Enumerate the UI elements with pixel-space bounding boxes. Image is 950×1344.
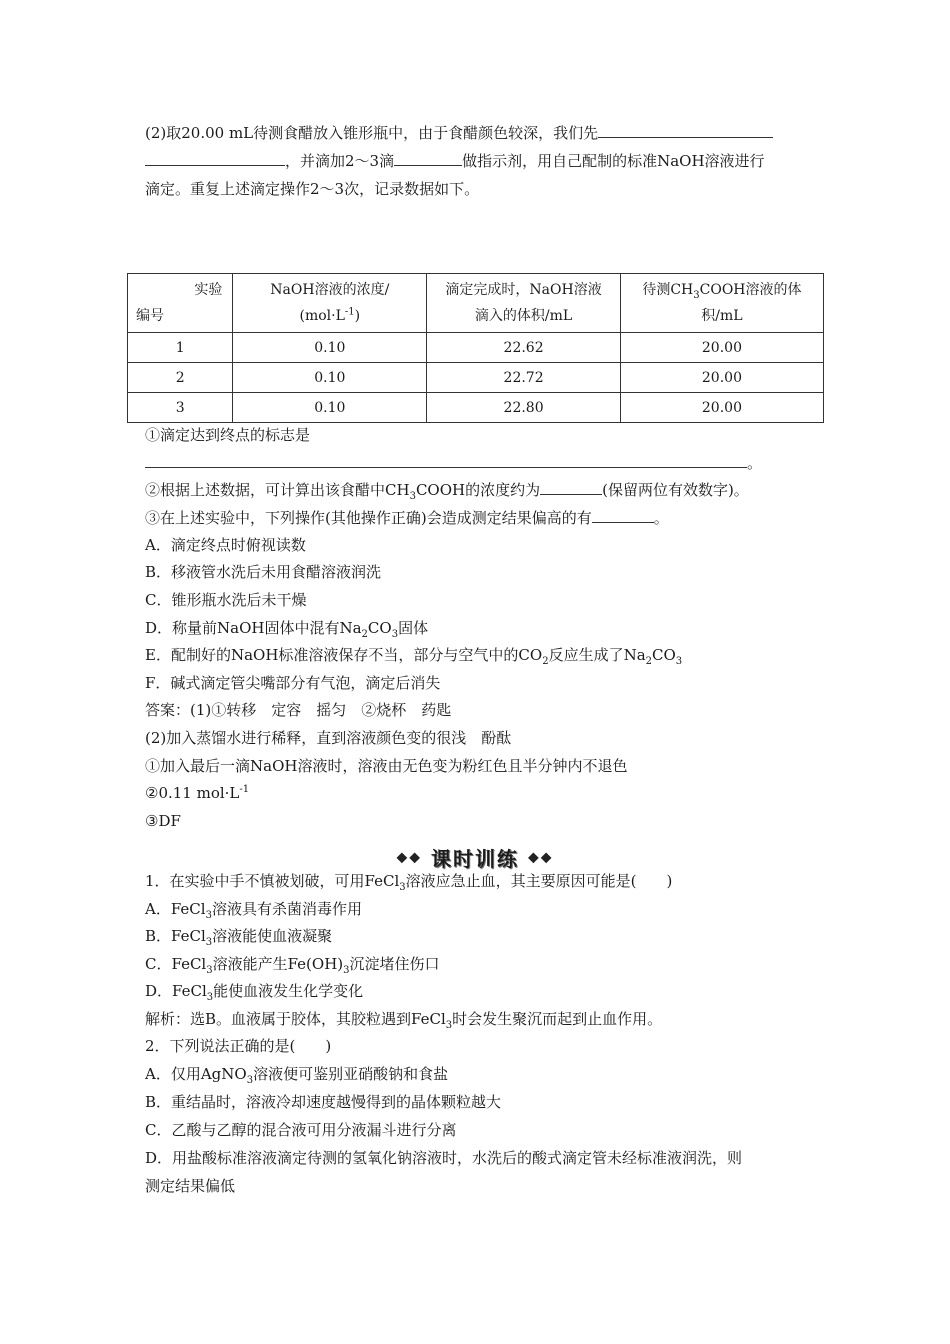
- cell-number: 2: [128, 363, 233, 393]
- cell-number: 3: [128, 393, 233, 423]
- table-header-row: [128, 274, 824, 333]
- header-naoh-volume: 滴定完成时，NaOH溶液 滴入的体积/mL: [427, 274, 621, 333]
- subquestion-2: ②根据上述数据，可计算出该食醋中$CH_3COOH$的浓度约为 (保留两位有效数字)。: [145, 481, 749, 502]
- section-title: ◆◆ 课时训练 ◆◆: [396, 847, 554, 871]
- cell-number: 1: [128, 333, 233, 363]
- exercise-2-option-d-continued: 测定结果偏低: [145, 1177, 236, 1195]
- fill-blank: [145, 453, 747, 468]
- header-experiment-number: 实验 编号: [128, 274, 233, 333]
- exercise-1-option-c: C．FeCl$_3$溶液能产生$Fe(OH)_3$沉淀堵住伤口: [145, 955, 440, 976]
- cell-acid-volume: 20.00: [620, 393, 823, 423]
- answer-line-4: ②0.11 $mol\cdot L^{-1}$: [145, 784, 250, 802]
- cell-acid-volume: 20.00: [620, 363, 823, 393]
- option-a: A．滴定终点时俯视读数: [145, 536, 306, 554]
- subquestion-1: ①滴定达到终点的标志是: [145, 426, 311, 444]
- option-c: C．锥形瓶水洗后未干燥: [145, 591, 307, 609]
- option-f: F．碱式滴定管尖嘴部分有气泡，滴定后消失: [145, 674, 441, 692]
- header-naoh-concentration: NaOH溶液的浓度/ $(mol\cdot L^{-1})$: [233, 274, 427, 333]
- answer-line-1: 答案：(1)①转移 定容 摇匀 ②烧杯 药匙: [145, 701, 452, 719]
- intro-line-2: ，并滴加2～3滴 做指示剂，用自己配制的标准NaOH溶液进行: [145, 151, 815, 171]
- subquestion-1-answer-line: 。: [145, 453, 815, 473]
- fill-blank: [592, 508, 654, 523]
- cell-concentration: 0.10: [233, 363, 427, 393]
- exercise-1-option-b: B．FeCl$_3$溶液能使血液凝聚: [145, 927, 333, 948]
- option-e: E．配制好的NaOH标准溶液保存不当，部分与空气中的$CO_2$反应生成了$Na_2CO_3$: [145, 646, 683, 667]
- exercise-2-question: 2．下列说法正确的是( ): [145, 1037, 332, 1055]
- fill-blank: [598, 123, 773, 138]
- fill-blank: [540, 480, 602, 495]
- exercise-2-option-b: B．重结晶时，溶液冷却速度越慢得到的晶体颗粒越大: [145, 1093, 502, 1111]
- fill-blank: [145, 151, 285, 166]
- cell-acid-volume: 20.00: [620, 333, 823, 363]
- cell-naoh-volume: 22.80: [427, 393, 621, 423]
- answer-line-5: ③DF: [145, 812, 181, 830]
- cell-concentration: 0.10: [233, 333, 427, 363]
- table-row: [128, 363, 824, 393]
- answer-line-3: ①加入最后一滴NaOH溶液时，溶液由无色变为粉红色且半分钟内不退色: [145, 757, 628, 775]
- exercise-2-option-c: C．乙酸与乙醇的混合液可用分液漏斗进行分离: [145, 1121, 457, 1139]
- subquestion-3: ③在上述实验中，下列操作(其他操作正确)会造成测定结果偏高的有 。: [145, 509, 669, 527]
- intro-line-1: (2)取20.00 mL待测食醋放入锥形瓶中，由于食醋颜色较深，我们先: [145, 123, 815, 143]
- diamond-left-icon: ◆◆: [396, 849, 423, 866]
- exercise-1-explanation: 解析：选B。血液属于胶体，其胶粒遇到FeCl$_3$时会发生聚沉而起到止血作用。: [145, 1010, 663, 1031]
- diamond-right-icon: ◆◆: [527, 849, 554, 866]
- header-acetic-acid-volume: 待测$CH_3COOH$溶液的体 积/mL: [620, 274, 823, 333]
- cell-naoh-volume: 22.62: [427, 333, 621, 363]
- exercise-1-question: 1．在实验中手不慎被划破，可用FeCl$_3$溶液应急止血，其主要原因可能是( ): [145, 872, 673, 893]
- answer-line-2: (2)加入蒸馏水进行稀释，直到溶液颜色变的很浅 酚酞: [145, 729, 512, 747]
- exercise-2-option-a: A．仅用AgNO$_3$溶液便可鉴别亚硝酸钠和食盐: [145, 1065, 449, 1086]
- intro-line-3: 滴定。重复上述滴定操作2～3次，记录数据如下。: [145, 180, 480, 198]
- exercise-1-option-d: D．FeCl$_3$能使血液发生化学变化: [145, 982, 364, 1003]
- cell-naoh-volume: 22.72: [427, 363, 621, 393]
- option-d: D．称量前NaOH固体中混有$Na_2CO_3$固体: [145, 619, 429, 640]
- titration-data-table: [127, 273, 824, 423]
- table-row: [128, 333, 824, 363]
- exercise-2-option-d: D．用盐酸标准溶液滴定待测的氢氧化钠溶液时，水洗后的酸式滴定管未经标准液润洗，则: [145, 1149, 743, 1167]
- option-b: B．移液管水洗后未用食醋溶液润洗: [145, 563, 382, 581]
- fill-blank: [394, 151, 462, 166]
- cell-concentration: 0.10: [233, 393, 427, 423]
- exercise-1-option-a: A．FeCl$_3$溶液具有杀菌消毒作用: [145, 900, 362, 921]
- table-row: [128, 393, 824, 423]
